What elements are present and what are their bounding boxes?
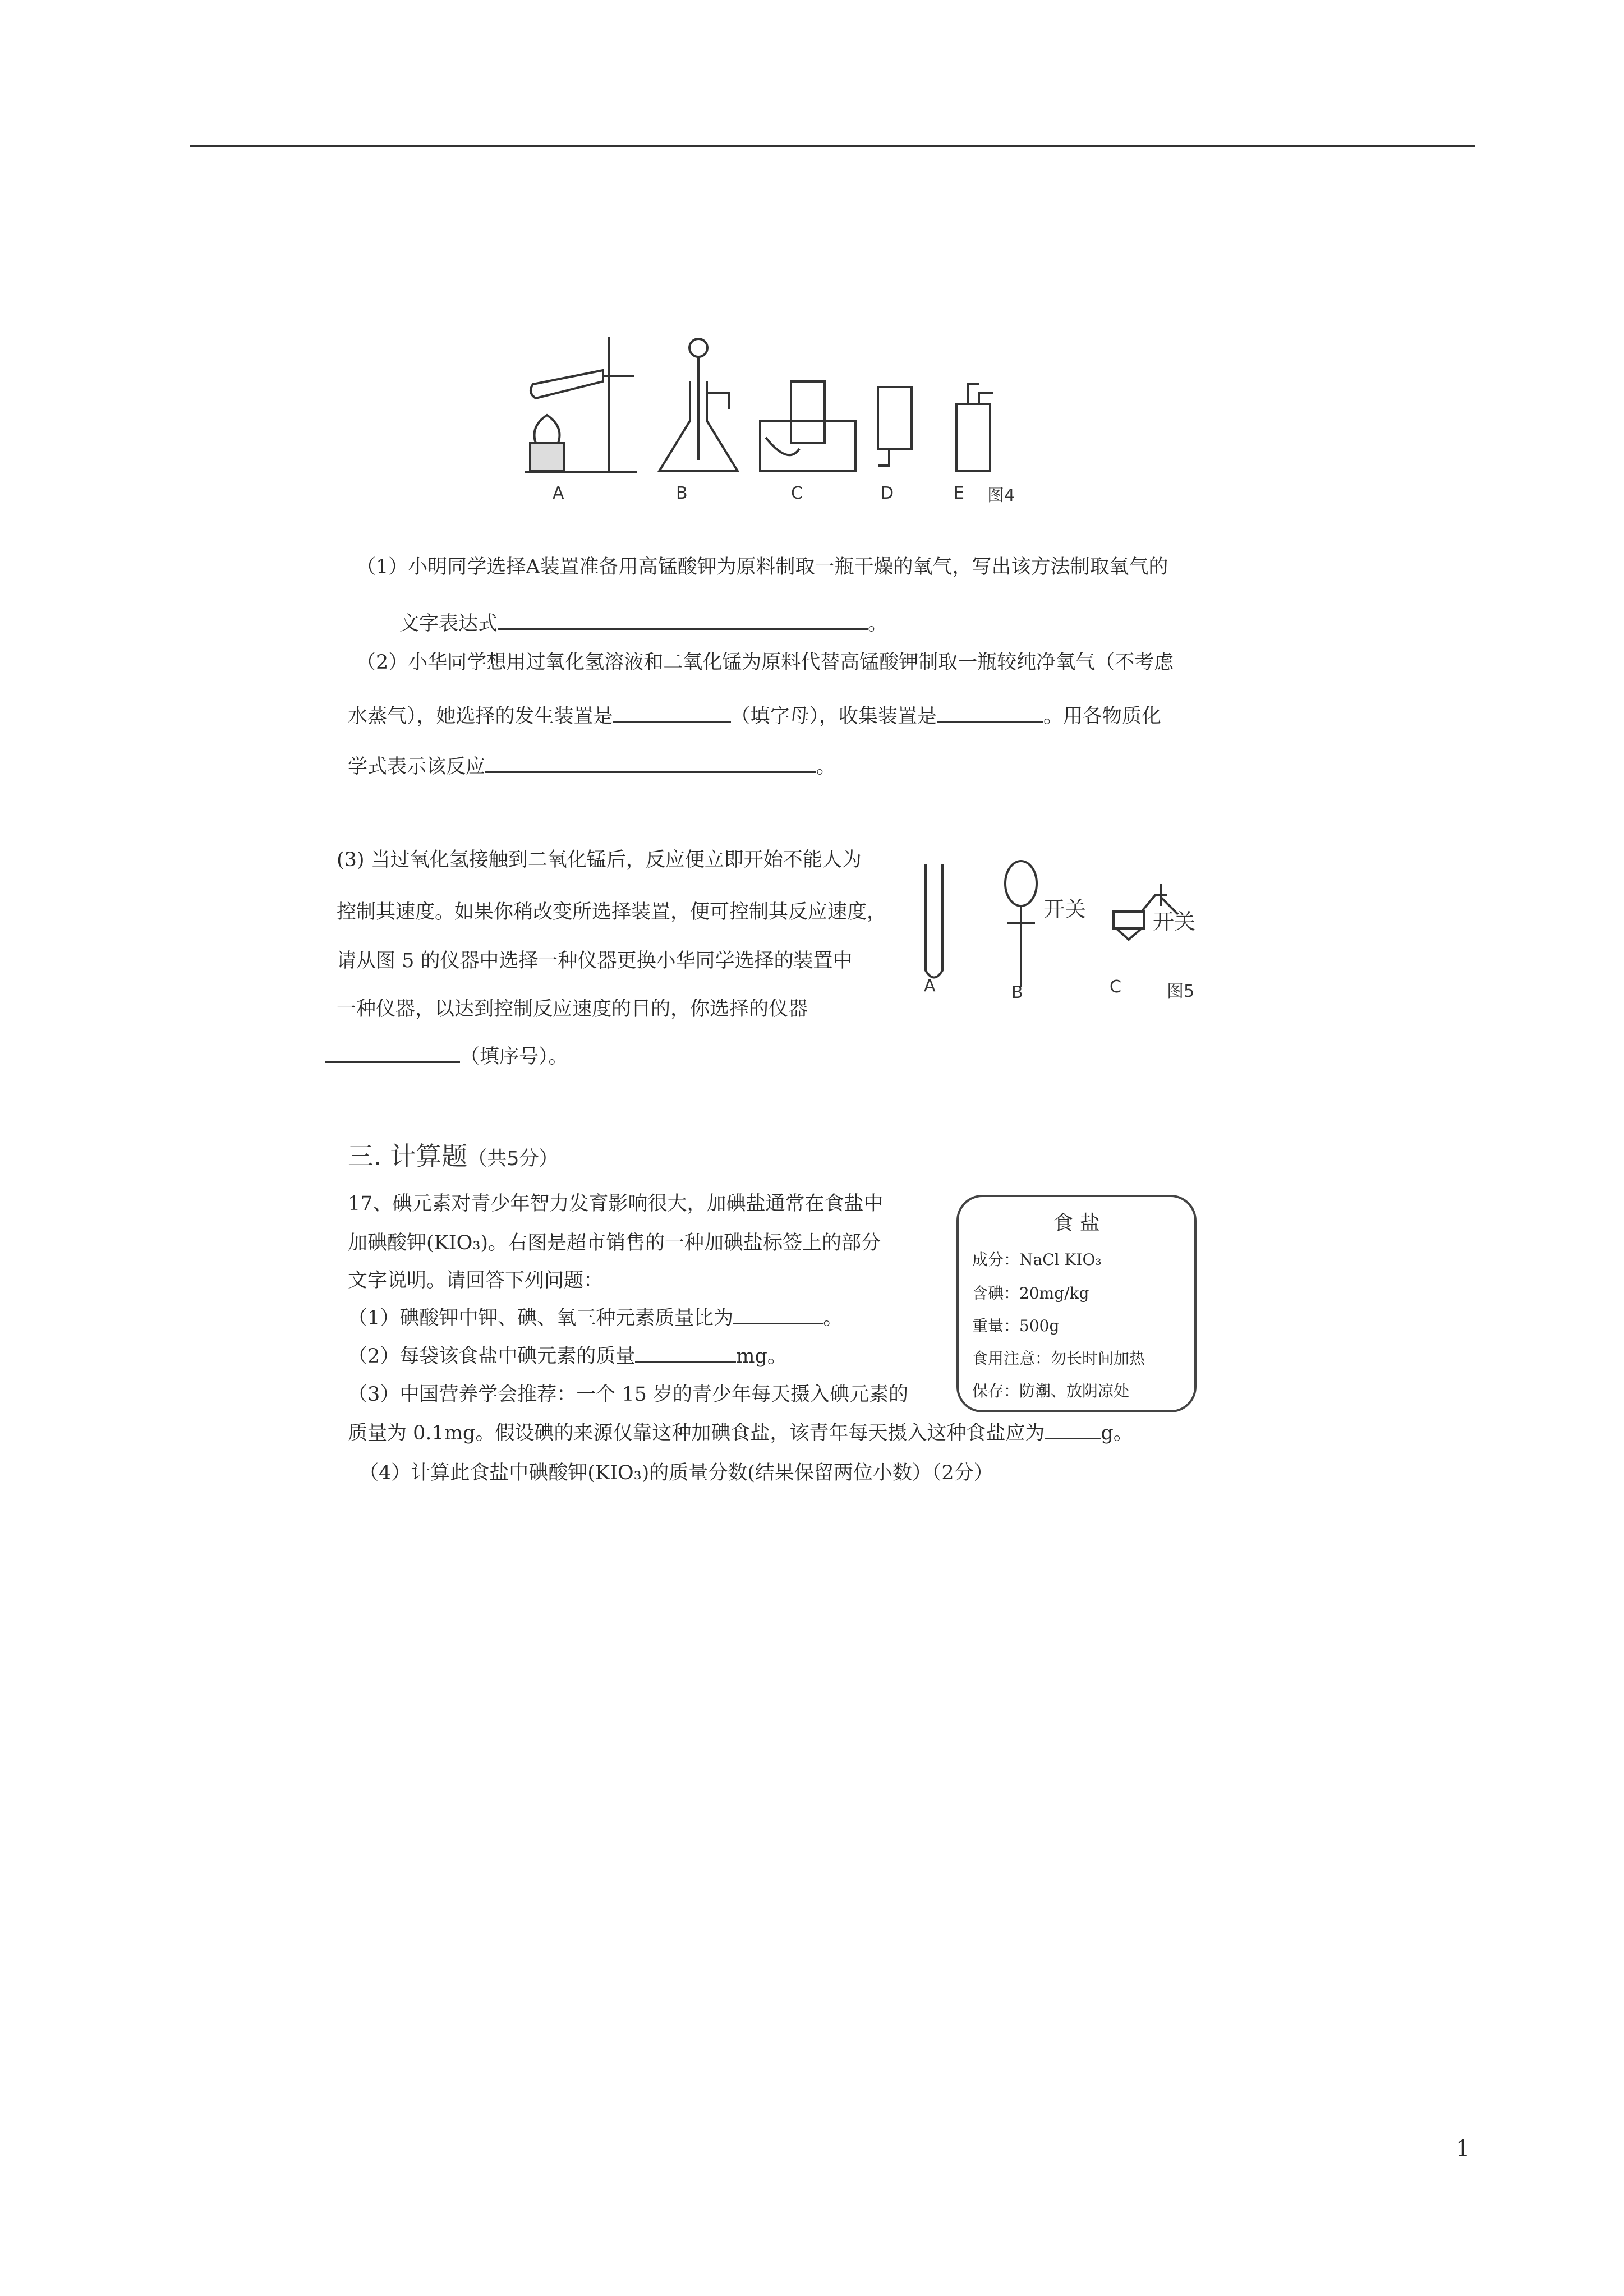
q17-line3: 文字说明。请回答下列问题：	[348, 1269, 604, 1292]
salt-label-ingredients: 成分：NaCl KIO₃	[972, 1250, 1102, 1269]
q2-line3	[348, 754, 836, 779]
figure4-label-e: E	[954, 484, 964, 503]
q2-line2-b: （填字母），收集装置是	[730, 705, 937, 728]
q2-collector-blank[interactable]	[937, 704, 1043, 723]
q3-line1: (3) 当过氧化氢接触到二氧化锰后，反应便立即开始不能人为	[337, 849, 862, 871]
figure5-caption: 图5	[1167, 982, 1195, 1001]
figure4-label-b: B	[676, 484, 688, 503]
q17-line2: 加碘酸钾(KIO₃)。右图是超市销售的一种加碘盐标签上的部分	[348, 1232, 881, 1254]
q17-sub2	[348, 1344, 787, 1368]
apparatus-a-burner	[535, 415, 560, 443]
apparatus-c-bottle	[791, 381, 825, 443]
figure-4-apparatus	[519, 331, 1057, 505]
q3-line2: 控制其速度。如果你稍改变所选择装置，便可控制其反应速度，	[337, 901, 887, 923]
q2-line1: （2）小华同学想用过氧化氢溶液和二氧化锰为原料代替高锰酸钾制取一瓶较纯净氧气（不考虑	[356, 651, 1174, 674]
header-rule	[190, 145, 1475, 147]
q2-equation-blank[interactable]	[485, 754, 816, 773]
figure5-label-a: A	[924, 976, 936, 996]
q1-line2-prefix: 文字表达式	[399, 613, 498, 635]
figure5-switch-label-c: 开关	[1153, 909, 1196, 934]
q17-sub2-text: （2）每袋该食盐中碘元素的质量	[348, 1345, 636, 1368]
salt-label-weight: 重量：500g	[972, 1317, 1060, 1335]
q17-sub2-end: mg。	[736, 1345, 787, 1368]
apparatus-b-funnel	[689, 339, 707, 357]
apparatus-a-block	[530, 443, 564, 471]
q17-sub1	[348, 1306, 843, 1330]
page-number: 1	[1456, 2136, 1470, 2162]
q17-sub4: （4）计算此食盐中碘酸钾(KIO₃)的质量分数(结果保留两位小数）（2分）	[359, 1462, 993, 1484]
figure5-switch-label-b: 开关	[1043, 897, 1087, 922]
salt-label-box	[956, 1195, 1197, 1412]
q2-line2	[348, 704, 1161, 728]
q2-line3-b: 。	[816, 756, 836, 778]
q1-line1: （1）小明同学选择A装置准备用高锰酸钾为原料制取一瓶干燥的氧气，写出该方法制取氧气的	[356, 556, 1168, 578]
instrument-b-funnel	[1005, 861, 1037, 906]
figure5-label-b: B	[1011, 983, 1023, 1002]
q2-line2-a: 水蒸气），她选择的发生装置是	[348, 705, 613, 728]
q17-sub1-end: 。	[823, 1307, 843, 1329]
instrument-c-dropper	[1114, 912, 1144, 928]
q3-line3: 请从图 5 的仪器中选择一种仪器更换小华同学选择的装置中	[337, 950, 853, 972]
q3-line5	[325, 1045, 568, 1069]
section3-heading	[348, 1136, 559, 1173]
q17-sub3b	[348, 1421, 1133, 1445]
q17-sub2-blank[interactable]	[635, 1344, 736, 1363]
q1-line2	[399, 611, 887, 636]
q17-sub3b-end: g。	[1101, 1422, 1133, 1444]
instrument-a-test-tube	[926, 864, 942, 978]
q17-sub1-text: （1）碘酸钾中钾、碘、氧三种元素质量比为	[348, 1307, 734, 1329]
q1-line2-suffix: 。	[868, 613, 888, 635]
q17-sub3-blank[interactable]	[1045, 1421, 1101, 1439]
figure5-label-c: C	[1110, 977, 1121, 997]
figure4-label-a: A	[553, 484, 564, 503]
apparatus-d-bottle	[878, 387, 912, 449]
figure4-label-c: C	[791, 484, 803, 503]
q2-line3-a: 学式表示该反应	[348, 756, 486, 778]
figure4-label-d: D	[881, 484, 894, 503]
salt-label-iodine: 含碘：20mg/kg	[972, 1284, 1089, 1303]
q17-line1: 17、碘元素对青少年智力发育影响很大，加碘盐通常在食盐中	[348, 1193, 884, 1215]
q3-answer-blank[interactable]	[325, 1045, 460, 1063]
q2-line2-c: 。用各物质化	[1043, 705, 1162, 728]
salt-label-storage: 保存：防潮、放阴凉处	[972, 1382, 1130, 1400]
apparatus-a-tube	[531, 370, 603, 398]
figure4-caption: 图4	[987, 486, 1015, 505]
q17-sub3a: （3）中国营养学会推荐：一个 15 岁的青少年每天摄入碘元素的	[348, 1383, 909, 1406]
section3-title: 三. 计算题	[348, 1141, 468, 1171]
q3-line4: 一种仪器，以达到控制反应速度的目的，你选择的仪器	[337, 998, 808, 1020]
q17-sub1-blank[interactable]	[733, 1306, 823, 1324]
salt-label-title: 食 盐	[1053, 1212, 1100, 1235]
q17-sub3b-text: 质量为 0.1mg。假设碘的来源仅靠这种加碘食盐，该青年每天摄入这种食盐应为	[348, 1422, 1045, 1444]
salt-label-usage: 食用注意：勿长时间加热	[972, 1349, 1145, 1368]
apparatus-e-bottle	[956, 404, 990, 471]
q2-generator-blank[interactable]	[613, 704, 731, 723]
q1-answer-blank[interactable]	[498, 611, 868, 630]
q3-line5-text: （填序号）。	[460, 1046, 568, 1068]
section3-points: （共5分）	[467, 1148, 559, 1170]
